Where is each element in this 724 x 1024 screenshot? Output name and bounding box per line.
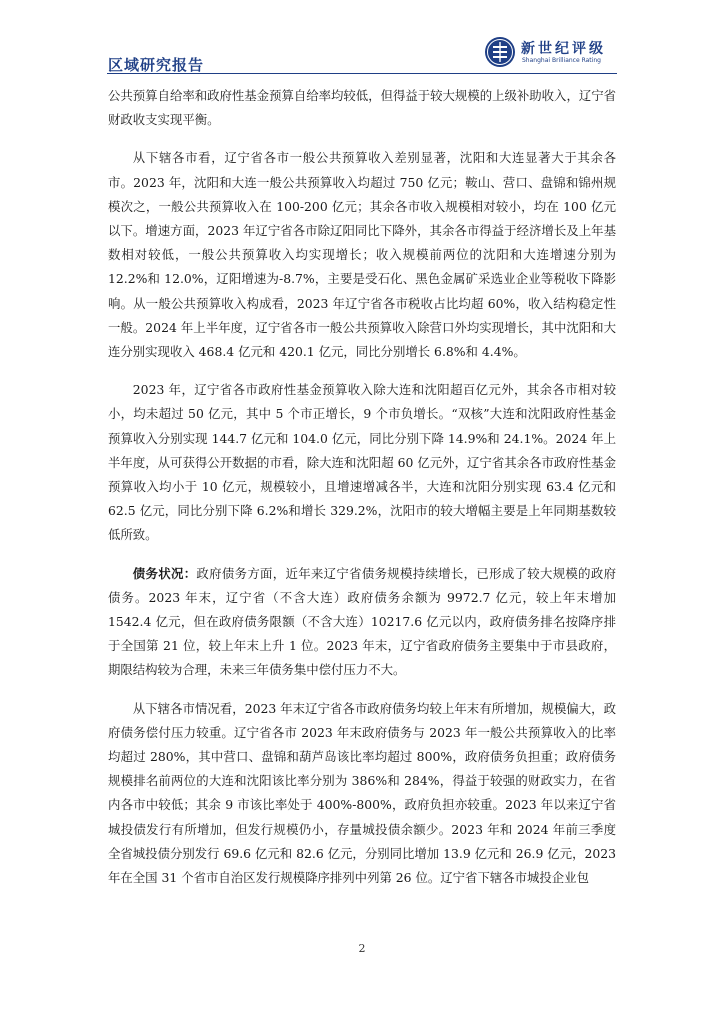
- header-divider: [107, 73, 617, 74]
- logo-english-name: Shanghai Brilliance Rating: [522, 57, 601, 64]
- logo-emblem-icon: [484, 36, 516, 68]
- section-title: 区域研究报告: [108, 56, 205, 74]
- paragraph-text: 公共预算自给率和政府性基金预算自给率均较低，但得益于较大规模的上级补助收入，辽宁省财政收支实现平衡。: [108, 88, 617, 128]
- company-logo: [484, 36, 624, 72]
- body-paragraph: [108, 378, 616, 547]
- body-paragraph: [108, 146, 616, 364]
- page-number: 2: [358, 942, 366, 955]
- paragraph-lead: 债务状况：: [132, 565, 197, 581]
- report-body: [108, 84, 616, 904]
- body-paragraph: [108, 697, 616, 891]
- paragraph-text: 2023 年，辽宁省各市政府性基金预算收入除大连和沈阳超百亿元外，其余各市相对较小，均未超过 50 亿元，其中 5 个市正增长，9 个市负增长。“双核”大连和沈阳政府性基金预算收入分别实现 144.7 亿元和 104.0 亿元，同比分别下降 14.9%和 24.1%。2024 年上半年度，从可获得公开数据的市看，除大连和沈阳超 60 亿元外，辽宁省其余各市政府性基金预算收入均小于 10 亿元，规模较小，且增速增减各半，大连和沈阳分别实现 63.4 亿元和 62.5 亿元，同比分别下降 6.2%和增长 329.2%，沈阳市的较大增幅主要是上年同期基数较低所致。: [108, 382, 616, 543]
- paragraph-text: 政府债务方面，近年来辽宁省债务规模持续增长，已形成了较大规模的政府债务。2023 年末，辽宁省（不含大连）政府债务余额为 9972.7 亿元，较上年末增加 1542.4 亿元，但在政府债务限额（不含大连）10217.6 亿元以内，政府债务排名按降序排于全国第 21 位，较上年末上升 1 位。2023 年末，辽宁省政府债务主要集中于市县政府，期限结构较为合理，未来三年债务集中偿付压力不大。: [108, 565, 617, 678]
- logo-chinese-name: 新世纪评级: [521, 41, 606, 57]
- body-paragraph: [108, 84, 616, 132]
- paragraph-text: 从下辖各市看，辽宁省各市一般公共预算收入差别显著，沈阳和大连显著大于其余各市。2023 年，沈阳和大连一般公共预算收入均超过 750 亿元；鞍山、营口、盘锦和锦州规模次之，一般公共预算收入在 100-200 亿元；其余各市收入规模相对较小，均在 100 亿元以下。增速方面，2023 年辽宁省各市除辽阳同比下降外，其余各市得益于经济增长及上年基数相对较低，一般公共预算收入均实现增长；收入规模前两位的沈阳和大连增速分别为 12.2%和 12.0%，辽阳增速为-8.7%，主要是受石化、黑色金属矿采选业企业等税收下降影响。从一般公共预算收入构成看，2023 年辽宁省各市税收占比均超 60%，收入结构稳定性一般。2024 年上半年度，辽宁省各市一般公共预算收入除营口外均实现增长，其中沈阳和大连分别实现收入 468.4 亿元和 420.1 亿元，同比分别增长 6.8%和 4.4%。: [108, 150, 616, 360]
- paragraph-text: 从下辖各市情况看，2023 年末辽宁省各市政府债务均较上年末有所增加，规模偏大，政府债务偿付压力较重。辽宁省各市 2023 年末政府债务与 2023 年一般公共预算收入的比率均超过 280%，其中营口、盘锦和葫芦岛该比率均超过 800%，政府债务负担重；政府债务规模排名前两位的大连和沈阳该比率分别为 386%和 284%，得益于较强的财政实力，在省内各市中较低；其余 9 市该比率处于 400%-800%，政府负担亦较重。2023 年以来辽宁省城投债发行有所增加，但发行规模仍小，存量城投债余额少。2023 年和 2024 年前三季度全省城投债分别发行 69.6 亿元和 82.6 亿元，分别同比增加 13.9 亿元和 26.9 亿元，2023 年在全国 31 个省市自治区发行规模降序排列中列第 26 位。辽宁省下辖各市城投企业包: [108, 700, 616, 886]
- body-paragraph: [108, 562, 616, 683]
